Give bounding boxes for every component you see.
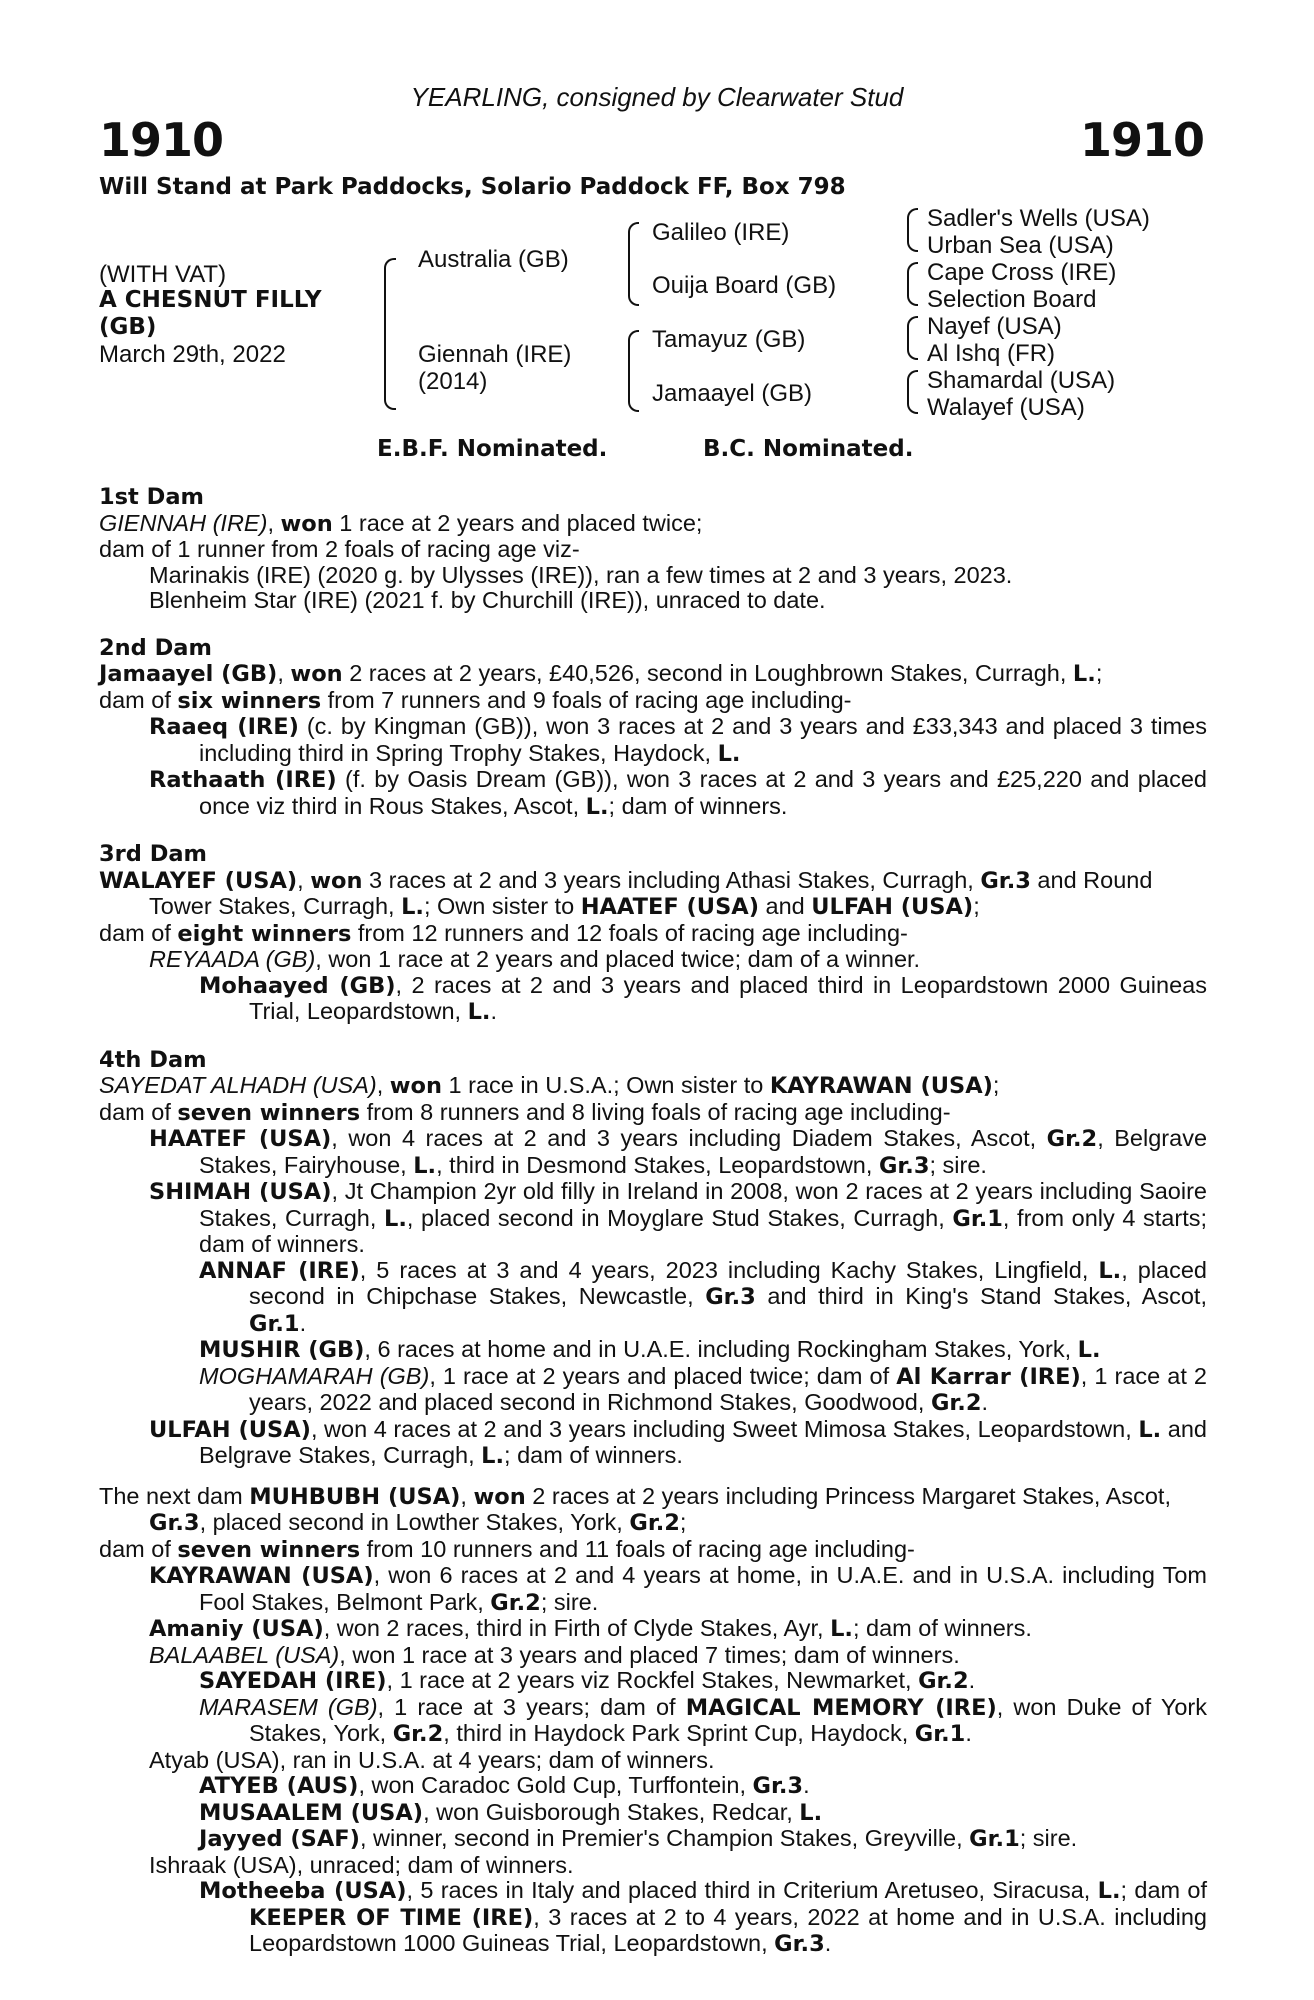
text: , <box>277 660 291 686</box>
text: 2 races at 2 years, £40,526, second in Loughbrown Stakes, Curragh, <box>342 660 1073 686</box>
brace-dam-top <box>628 330 639 372</box>
text: ; dam of <box>1120 1877 1208 1903</box>
text: , winner, second in Premier's Champion Stakes, Greyville, <box>359 1825 970 1851</box>
text: ; <box>992 1072 1000 1098</box>
section-heading: 4th Dam <box>99 1046 207 1073</box>
text: , placed second in Chipchase Stakes, Newcastle, <box>249 1256 1207 1309</box>
dam-name: Giennah (IRE) <box>418 341 572 368</box>
text: , 3 races at 2 to 4 years, 2022 at home and in U.S.A. including Leopardstown 1000 Guineas Trial, Leopardstown, <box>249 1903 1207 1956</box>
text: , 1 race at 3 years; dam of <box>377 1693 686 1720</box>
won-label: won <box>280 510 333 537</box>
text: from 7 runners and 9 foals of racing age including- <box>321 686 852 713</box>
catalogue-subtitle: YEARLING, consigned by Clearwater Stud <box>410 82 904 112</box>
horse-name: KAYRAWAN (USA) <box>769 1073 993 1099</box>
text: , 5 races in Italy and placed third in Criterium Aretuseo, Siracusa, <box>406 1877 1098 1903</box>
dam-sire-name: Tamayuz (GB) <box>652 326 806 353</box>
progeny-entry <box>99 1417 1207 1470</box>
text: 3 races at 2 and 3 years including Athasi Stakes, Curragh, <box>362 866 981 893</box>
brace-gg1-top <box>907 208 918 232</box>
text: , won 4 races at 2 and 3 years including Diadem Stakes, Ascot, <box>331 1125 1047 1151</box>
sire-dam-name: Ouija Board (GB) <box>652 272 837 299</box>
group-mark: Gr.2 <box>1046 1126 1098 1152</box>
brace-gg3-top <box>907 316 918 340</box>
progeny-entry <box>99 1695 1207 1748</box>
group-mark: Gr.1 <box>952 1205 1003 1232</box>
text: , Jt Champion 2yr old filly in Ireland in 2008, won 2 races at 2 years including Saoire Stakes, Curragh, <box>199 1178 1207 1231</box>
progeny-entry <box>99 973 1207 1026</box>
text: , <box>297 866 311 893</box>
horse-name: REYAADA (GB) <box>149 946 316 972</box>
won-label: won <box>290 661 343 687</box>
ggp-6: Al Ishq (FR) <box>927 340 1056 367</box>
dam-record <box>99 1073 1207 1100</box>
produce-summary <box>99 1100 1207 1127</box>
ggp-8: Walayef (USA) <box>927 394 1085 421</box>
winners-count: eight winners <box>177 920 352 947</box>
bc-nominated: B.C. Nominated. <box>703 436 914 462</box>
progeny-entry <box>99 947 1207 973</box>
fourth-dam-section <box>99 1048 1207 1470</box>
horse-name: Amaniy (USA) <box>149 1616 324 1642</box>
horse-name: MARASEM (GB) <box>199 1693 378 1720</box>
group-mark: Gr.1 <box>914 1721 966 1747</box>
text: ; <box>973 893 980 919</box>
text: . <box>803 1772 810 1798</box>
third-dam-section <box>99 842 1207 1026</box>
text: and <box>758 893 812 919</box>
text: , <box>267 509 281 536</box>
brace-gg2-top <box>907 262 918 286</box>
brace-sire-bottom <box>628 264 639 306</box>
horse-name: ULFAH (USA) <box>149 1416 311 1443</box>
listed-mark: L. <box>384 1205 407 1232</box>
horse-name: KEEPER OF TIME (IRE) <box>249 1904 534 1931</box>
horse-name: A CHESNUT FILLY <box>99 287 322 313</box>
horse-name: Jayyed (SAF) <box>199 1826 360 1852</box>
text: , 1 race at 2 years viz Rockfel Stakes, Newmarket, <box>386 1667 919 1693</box>
listed-mark: L. <box>1097 1878 1121 1904</box>
text: , won 4 races at 2 and 3 years including Sweet Mimosa Stakes, Leopardstown, <box>310 1415 1139 1442</box>
brace-gg4-top <box>907 370 918 394</box>
horse-name: MOGHAMARAH (GB) <box>199 1362 430 1389</box>
text: dam of <box>99 1535 178 1562</box>
text: (f. by Oasis Dream (GB)), won 3 races at 2 and 3 years and £25,220 and placed once viz third in Rous Stakes, Ascot, <box>199 766 1207 819</box>
horse-name: Raaeq (IRE) <box>149 714 299 740</box>
sire-sire-name: Galileo (IRE) <box>652 219 790 246</box>
dam-record <box>99 661 1207 688</box>
horse-name: MUHBUBH (USA) <box>249 1483 461 1510</box>
text: , placed second in Lowther Stakes, York, <box>199 1509 630 1535</box>
text: ; dam of winners. <box>504 1442 683 1468</box>
text: and third in King's Stand Stakes, Ascot, <box>755 1283 1207 1309</box>
text: , won Caradoc Gold Cup, Turffontein, <box>358 1772 753 1798</box>
text: , won 1 race at 3 years and placed 7 times; dam of winners. <box>339 1641 960 1668</box>
progeny-entry <box>99 1773 1207 1800</box>
text: ; <box>1095 660 1103 686</box>
stand-location: Will Stand at Park Paddocks, Solario Paddock FF, Box 798 <box>99 174 846 200</box>
horse-name: MUSHIR (GB) <box>199 1337 365 1363</box>
horse-name: MUSAALEM (USA) <box>199 1799 424 1826</box>
brace-sire-top <box>628 222 639 266</box>
group-mark: Gr.3 <box>878 1152 930 1179</box>
group-mark: Gr.3 <box>774 1931 825 1957</box>
dam-records <box>99 485 1207 1958</box>
text: ; sire. <box>1019 1825 1078 1851</box>
dam-record <box>99 511 1207 538</box>
winners-count: six winners <box>177 687 322 714</box>
text: , placed second in Moyglare Stud Stakes, Curragh, <box>406 1204 953 1231</box>
text: . <box>490 998 497 1024</box>
progeny-entry <box>99 1826 1207 1853</box>
ggp-1: Sadler's Wells (USA) <box>927 205 1150 232</box>
group-mark: Gr.3 <box>752 1773 804 1799</box>
listed-mark: L. <box>1138 1416 1162 1443</box>
group-mark: Gr.3 <box>149 1510 200 1536</box>
horse-name: ULFAH (USA) <box>811 894 974 920</box>
section-heading: 1st Dam <box>99 484 204 510</box>
text: The next dam <box>99 1482 250 1509</box>
text: ; dam of winners. <box>852 1615 1032 1641</box>
winners-count: seven winners <box>177 1536 361 1563</box>
text: , 2 races at 2 and 3 years and placed third in Leopardstown 2000 Guineas Trial, Leopardstown, <box>249 971 1207 1024</box>
horse-name: Mohaayed (GB) <box>199 972 396 999</box>
text: ; sire. <box>929 1151 987 1178</box>
listed-mark: L. <box>467 999 491 1025</box>
group-mark: Gr.2 <box>930 1390 982 1416</box>
progeny-entry <box>99 1616 1207 1643</box>
horse-name: ATYEB (AUS) <box>199 1773 359 1799</box>
horse-name: SAYEDAH (IRE) <box>199 1668 387 1694</box>
text: , third in Haydock Park Sprint Cup, Haydock, <box>443 1720 915 1746</box>
horse-name: Al Karrar (IRE) <box>896 1363 1081 1390</box>
text: from 12 runners and 12 foals of racing age including- <box>351 919 908 946</box>
vat-note: (WITH VAT) <box>99 261 227 288</box>
group-mark: Gr.1 <box>249 1310 300 1337</box>
listed-mark: L. <box>401 894 424 920</box>
text: . <box>299 1309 307 1336</box>
won-label: won <box>389 1073 443 1099</box>
horse-name: Rathaath (IRE) <box>149 767 337 793</box>
text: , won 1 race at 2 years and placed twice; dam of a winner. <box>315 946 921 972</box>
foaling-date: March 29th, 2022 <box>99 341 286 368</box>
group-mark: Gr.2 <box>918 1668 969 1694</box>
progeny-entry <box>99 1364 1207 1417</box>
group-mark: Gr.3 <box>705 1284 756 1310</box>
brace-main-top <box>384 258 396 330</box>
horse-name-country: (GB) <box>99 314 157 340</box>
progeny-entry <box>99 1563 1207 1616</box>
ebf-nominated: E.B.F. Nominated. <box>377 436 608 462</box>
text: , won 2 races, third in Firth of Clyde Stakes, Ayr, <box>323 1615 831 1641</box>
text: , 1 race at 2 years and placed twice; dam of <box>429 1362 897 1389</box>
text: 1 race in U.S.A.; Own sister to <box>442 1072 770 1098</box>
text: from 10 runners and 11 foals of racing age including- <box>360 1535 915 1562</box>
horse-name: MAGICAL MEMORY (IRE) <box>685 1694 997 1721</box>
won-label: won <box>310 867 363 894</box>
brace-main-bottom <box>384 328 396 410</box>
text: ; <box>679 1509 687 1535</box>
text: 1 race at 2 years and placed twice; <box>332 509 703 536</box>
progeny-entry <box>99 1800 1207 1827</box>
group-mark: Gr.2 <box>629 1510 680 1536</box>
group-mark: Gr.2 <box>392 1721 444 1747</box>
dam-record <box>99 868 1207 921</box>
progeny-entry <box>99 767 1207 820</box>
next-dam-section <box>99 1484 1207 1958</box>
text: , won 6 races at 2 and 4 years at home, in U.A.E. and in U.S.A. including Tom Fool Stakes, Belmont Park, <box>199 1562 1207 1615</box>
horse-name: HAATEF (USA) <box>149 1126 332 1152</box>
brace-gg2-bottom <box>907 284 918 306</box>
horse-name: ANNAF (IRE) <box>199 1257 360 1284</box>
horse-name: HAATEF (USA) <box>580 894 759 920</box>
group-mark: Gr.2 <box>490 1589 541 1616</box>
progeny-entry <box>99 1668 1207 1695</box>
text: dam of <box>99 686 178 713</box>
text: ; Own sister to <box>423 893 581 919</box>
text: . <box>965 1720 972 1746</box>
text: , third in Desmond Stakes, Leopardstown, <box>436 1151 879 1178</box>
text: (c. by Kingman (GB)), won 3 races at 2 and 3 years and £33,343 and placed 3 times including third in Spring Trophy Stakes, Haydock, <box>199 713 1207 766</box>
text: , from only 4 starts; dam of winners. <box>199 1204 1208 1257</box>
progeny-entry <box>99 1337 1207 1364</box>
text: and Belgrave Stakes, Curragh, <box>199 1415 1207 1468</box>
produce-summary: dam of 1 runner from 2 foals of racing age viz- <box>99 536 580 562</box>
progeny-entry <box>99 714 1207 767</box>
second-dam-section <box>99 636 1207 821</box>
listed-mark: L. <box>413 1152 437 1179</box>
text: ; sire. <box>540 1588 599 1615</box>
text: . <box>824 1930 832 1956</box>
text: from 8 runners and 8 living foals of racing age including- <box>360 1098 951 1125</box>
group-mark: Gr.1 <box>969 1826 1020 1852</box>
progeny-entry: Atyab (USA), ran in U.S.A. at 4 years; dam of winners. <box>149 1746 715 1773</box>
section-heading: 3rd Dam <box>99 841 207 867</box>
produce-summary <box>99 688 1207 715</box>
brace-gg3-bottom <box>907 338 918 360</box>
text: , Belgrave Stakes, Fairyhouse, <box>199 1125 1208 1178</box>
ggp-4: Selection Board <box>927 286 1097 313</box>
listed-mark: L. <box>799 1799 823 1826</box>
text: 2 races at 2 years including Princess Margaret Stakes, Ascot, <box>525 1482 1171 1509</box>
progeny-entry: Marinakis (IRE) (2020 g. by Ulysses (IRE)), ran a few times at 2 and 3 years, 2023. <box>149 561 1013 588</box>
dam-record <box>99 1484 1207 1537</box>
listed-mark: L. <box>585 793 609 820</box>
horse-name: BALAABEL (USA) <box>149 1641 340 1668</box>
horse-name: WALAYEF (USA) <box>99 867 298 894</box>
listed-mark: L. <box>1072 661 1096 687</box>
progeny-entry <box>99 1643 1207 1669</box>
text: , 6 races at home and in U.A.E. including Rockingham Stakes, York, <box>364 1336 1078 1362</box>
listed-mark: L. <box>481 1443 505 1469</box>
horse-name: Motheeba (USA) <box>199 1878 407 1904</box>
text: dam of <box>99 1098 178 1125</box>
group-mark: Gr.3 <box>980 867 1031 894</box>
text: ; dam of winners. <box>608 792 788 819</box>
ggp-3: Cape Cross (IRE) <box>927 259 1117 286</box>
text: dam of <box>99 919 178 946</box>
dam-year: (2014) <box>418 368 488 395</box>
listed-mark: L. <box>1098 1257 1122 1284</box>
text: and Round Tower Stakes, Curragh, <box>149 866 1153 919</box>
lot-number-left: 1910 <box>99 113 224 167</box>
winners-count: seven winners <box>177 1099 361 1126</box>
progeny-entry: Ishraak (USA), unraced; dam of winners. <box>149 1851 574 1878</box>
horse-name: SHIMAH (USA) <box>149 1179 332 1205</box>
text: , <box>376 1072 390 1098</box>
ggp-2: Urban Sea (USA) <box>927 232 1114 259</box>
horse-name: SAYEDAT ALHADH (USA) <box>99 1072 377 1098</box>
progeny-entry <box>99 1258 1207 1338</box>
sire-name: Australia (GB) <box>418 246 569 273</box>
lot-number-right: 1910 <box>1079 113 1204 167</box>
ggp-5: Nayef (USA) <box>927 313 1062 340</box>
progeny-entry <box>99 1878 1207 1958</box>
brace-gg4-bottom <box>907 392 918 414</box>
produce-summary <box>99 921 1207 948</box>
horse-name: Jamaayel (GB) <box>99 661 278 687</box>
won-label: won <box>473 1483 526 1510</box>
listed-mark: L. <box>1077 1337 1101 1363</box>
produce-summary <box>99 1537 1207 1564</box>
text: , won Duke of York Stakes, York, <box>249 1693 1207 1746</box>
dam-dam-name: Jamaayel (GB) <box>652 380 813 407</box>
text: . <box>968 1667 976 1693</box>
progeny-entry: Blenheim Star (IRE) (2021 f. by Churchill (IRE)), unraced to date. <box>149 587 826 613</box>
text: , <box>460 1482 474 1509</box>
progeny-entry <box>99 1179 1207 1258</box>
listed-mark: L. <box>717 740 741 767</box>
section-heading: 2nd Dam <box>99 634 212 661</box>
first-dam-section <box>99 485 1207 614</box>
horse-name: KAYRAWAN (USA) <box>149 1563 374 1589</box>
text: . <box>981 1389 989 1415</box>
brace-dam-bottom <box>628 370 639 412</box>
text: , 1 race at 2 years, 2022 and placed second in Richmond Stakes, Goodwood, <box>249 1362 1208 1415</box>
horse-name: GIENNAH (IRE) <box>99 509 268 536</box>
progeny-entry <box>99 1126 1207 1179</box>
text: , 5 races at 3 and 4 years, 2023 including Kachy Stakes, Lingfield, <box>359 1256 1099 1283</box>
text: , won Guisborough Stakes, Redcar, <box>423 1798 800 1825</box>
ggp-7: Shamardal (USA) <box>927 367 1116 394</box>
brace-gg1-bottom <box>907 230 918 252</box>
listed-mark: L. <box>830 1616 853 1642</box>
